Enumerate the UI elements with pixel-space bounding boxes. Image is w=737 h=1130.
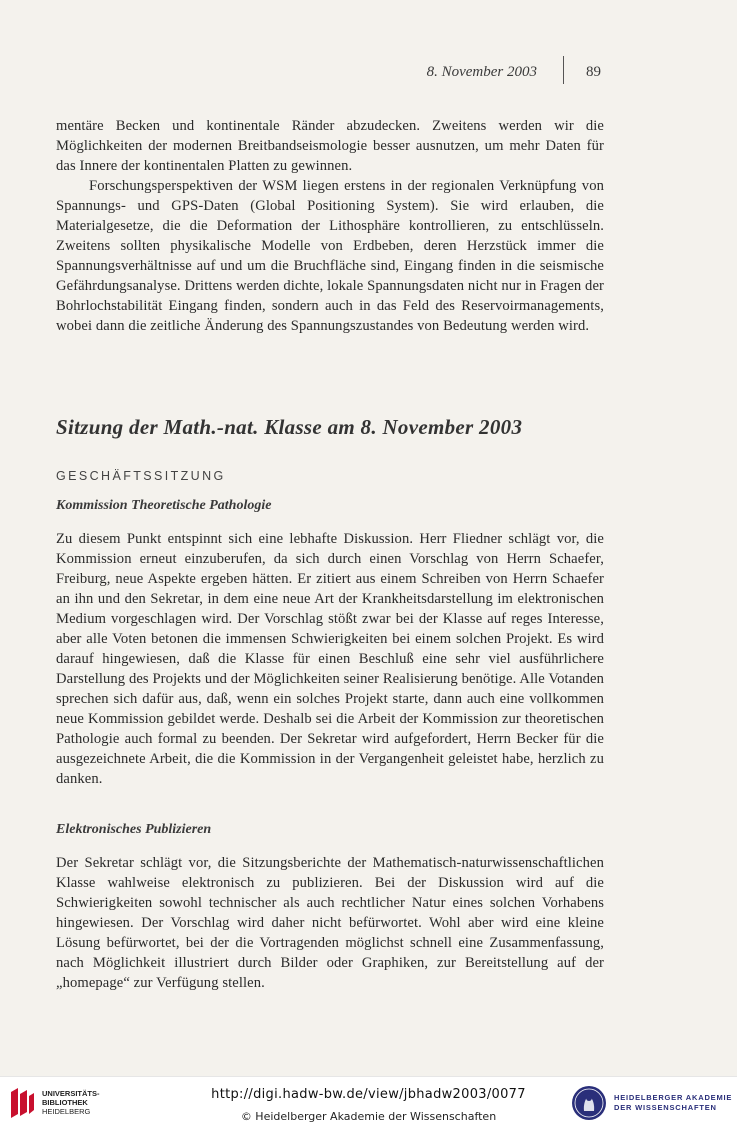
subsection-pathology-body [56, 529, 604, 789]
subsection-publishing-body [56, 853, 604, 993]
paragraph: Zu diesem Punkt entspinnt sich eine lebhafte Diskussion. Herr Fliedner schlägt vor, die Kommission erneut einzuberufen, da sich durch einen Vorschlag von Herrn Schaefer, Freiburg, neue Aspekte ergeben hätten. Er zitiert aus einem Schreiben von Herrn Schaefer an ihn und den Sekretar, in dem eine neue Art der Krankheitsdarstellung im elektronischen Medium vorgeschlagen wird. Der Vorschlag stößt zwar bei der Klasse auf reges Interesse, aber alle Voten betonen die immensen Schwierigkeiten bei einem solchen Projekt. Es wird darauf hingewiesen, daß die Klasse für einen Beschluß eine sehr viel ausführlichere Darstellung des Projekts und der Möglichkeiten seiner Realisierung benötige. Alle Votanden sprechen sich dafür aus, daß, wenn ein solches Projekt starte, dann auch eine vollkommen neue Kommission gebildet werde. Deshalb sei die Arbeit der Kommission zur theoretischen Pathologie auch formal zu beenden. Der Sekretar wird aufgefordert, Herrn Becker für die ausgezeichnete Arbeit, die die Kommission in der Vergangenheit geleistet habe, herzlich zu danken. [56, 531, 604, 787]
paragraph: Der Sekretar schlägt vor, die Sitzungsberichte der Mathematisch-naturwissenschaftlichen Klasse wahlweise elektronisch zu publizieren. Bei der Diskussion wird auf die Schwierigkeiten sowohl technischer als auch rechtlicher Natur eines solchen Vorhabens hingewiesen. Der Vorschlag wird daher nicht befürwortet. Wohl aber wird eine kleine Lösung befürwortet, bei der die Vortragenden möglichst schnell eine Zusammenfassung, nach Möglichkeit illustriert durch Bilder oder Graphiken, zur Bereitstellung auf der „homepage“ zur Verfügung stellen. [56, 855, 604, 991]
running-head-separator [563, 56, 564, 84]
university-library-label: UNIVERSITÄTS- BIBLIOTHEK HEIDELBERG [42, 1089, 100, 1116]
business-meeting-heading: GESCHÄFTSSITZUNG [56, 469, 226, 483]
page-number: 89 [586, 64, 601, 80]
viewer-footer [0, 1076, 737, 1130]
caps-heading-block [56, 469, 604, 483]
section-heading-block [56, 415, 604, 440]
subsection-title: Elektronisches Publizieren [56, 822, 212, 837]
section-title: Sitzung der Math.-nat. Klasse am 8. November 2003 [56, 415, 523, 439]
copyright-notice: © Heidelberger Akademie der Wissenschaften [240, 1110, 497, 1123]
top-paragraphs [56, 116, 604, 336]
subsection-publishing [56, 822, 604, 838]
paragraph: mentäre Becken und kontinentale Ränder abzudecken. Zweitens werden wir die Möglichkeiten der modernen Breitbandseismologie besser ausnutzen, um mehr Daten für das Innere der kontinentalen Platten zu gewinnen. [56, 118, 604, 174]
running-head-date: 8. November 2003 [426, 64, 537, 80]
permalink-url[interactable]: http://digi.hadw-bw.de/view/jbhadw2003/0077 [211, 1087, 526, 1102]
subsection-title: Kommission Theoretische Pathologie [56, 498, 272, 513]
academy-seal-icon [570, 1083, 608, 1123]
running-head [0, 64, 737, 86]
subsection-pathology [56, 498, 604, 514]
paragraph: Forschungsperspektiven der WSM liegen erstens in der regionalen Verknüpfung von Spannungs- und GPS-Daten (Global Positioning System). Sie wird erlauben, die Materialgesetze, die die Deformation der Lithosphäre kontrollieren, zu entschlüsseln. Zweitens sollten physikalische Modelle von Erdbeben, deren Herzstück immer die Spannungsverhältnisse auf und um die Bruchfläche sind, Eingang finden in die seismische Gefährdungsanalyse. Drittens werden dichte, lokale Spannungsdaten nicht nur in Fragen der Bohrlochstabilität Eingang finden, sondern auch in das Feld des Reservoirmanagements, wobei dann die zeitliche Änderung des Spannungszustandes von Bedeutung werden wird. [56, 178, 604, 334]
academy-label: HEIDELBERGER AKADEMIE DER WISSENSCHAFTEN [614, 1093, 733, 1112]
